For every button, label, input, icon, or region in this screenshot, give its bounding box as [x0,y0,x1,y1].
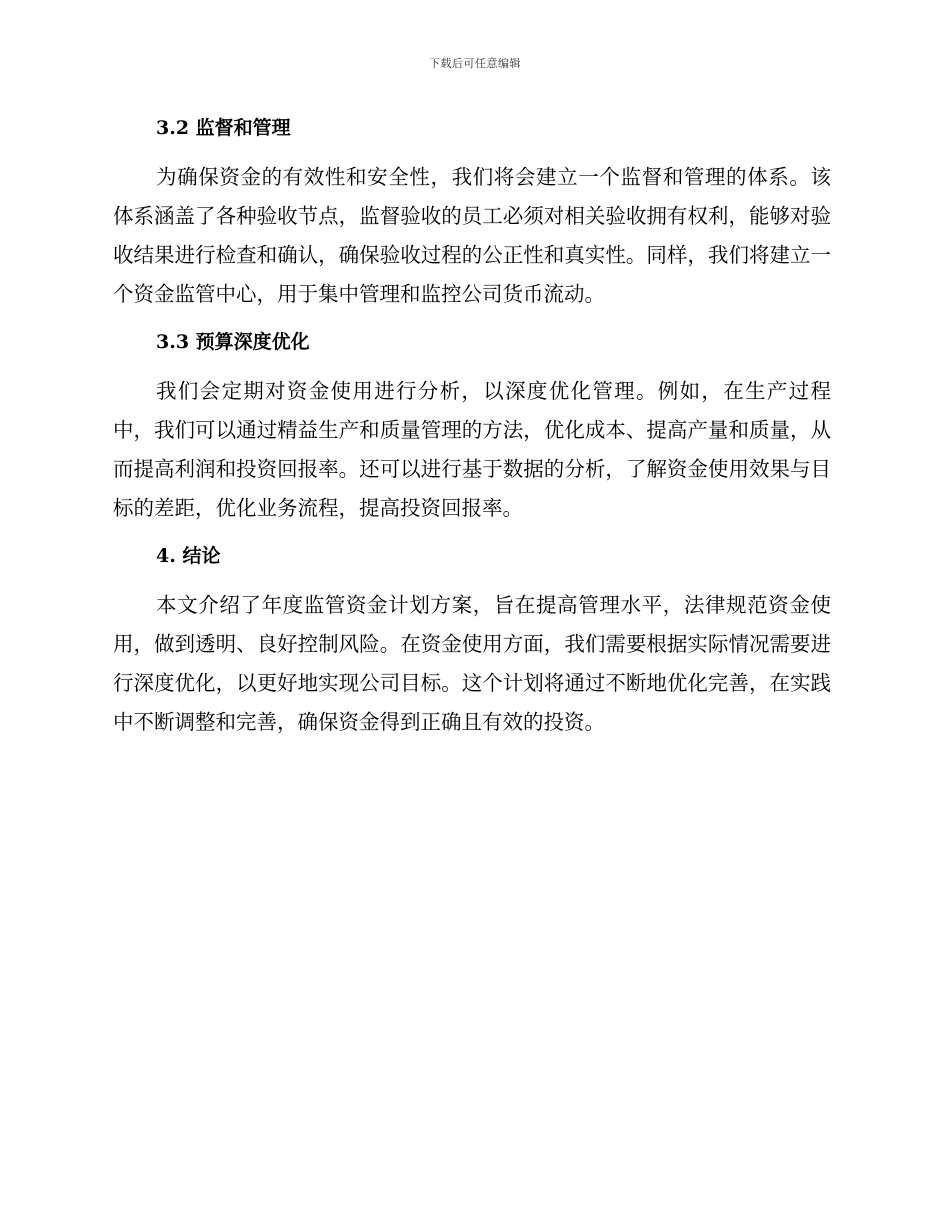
document-body [113,110,831,752]
section-paragraph: 为确保资金的有效性和安全性，我们将会建立一个监督和管理的体系。该体系涵盖了各种验收节点，监督验收的员工必须对相关验收拥有权利，能够对验收结果进行检查和确认，确保验收过程的公正性和真实性。同样，我们将建立一个资金监管中心，用于集中管理和监控公司货币流动。 [113,165,831,306]
section-3-2 [113,110,831,314]
section-heading: 3.3 预算深度优化 [156,331,310,353]
section-paragraph: 我们会定期对资金使用进行分析，以深度优化管理。例如，在生产过程中，我们可以通过精益生产和质量管理的方法，优化成本、提高产量和质量，从而提高利润和投资回报率。还可以进行基于数据的分析，了解资金使用效果与目标的差距，优化业务流程，提高投资回报率。 [113,379,831,520]
section-paragraph: 本文介绍了年度监管资金计划方案，旨在提高管理水平，法律规范资金使用，做到透明、良好控制风险。在资金使用方面，我们需要根据实际情况需要进行深度优化，以更好地实现公司目标。这个计划将通过不断地优化完善，在实践中不断调整和完善，确保资金得到正确且有效的投资。 [113,593,831,734]
section-4 [113,538,831,742]
section-heading: 4. 结论 [156,545,221,567]
header-note: 下载后可任意编辑 [429,57,521,70]
section-heading: 3.2 监督和管理 [156,117,291,139]
section-3-3 [113,324,831,528]
